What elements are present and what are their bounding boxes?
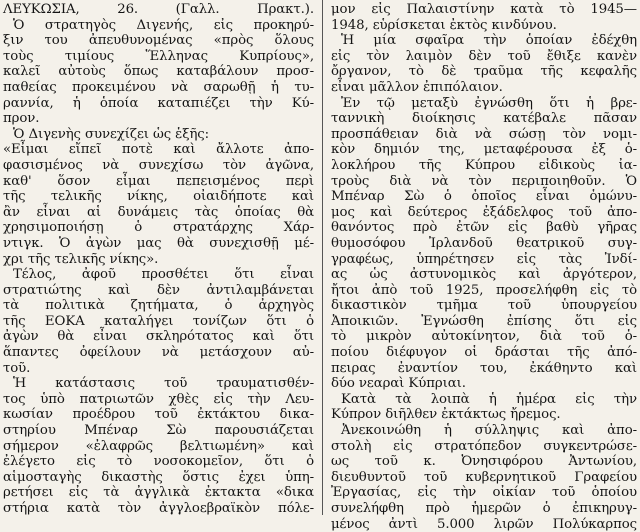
text-line: προν.	[3, 111, 40, 127]
text-line: ὄργανον, τὸ δὲ τραῦμα τῆς κεφαλῆς	[331, 64, 637, 80]
text-line: μένος ἀντὶ 5.000 λιρῶν Πολύκαρπος	[331, 516, 637, 532]
text-line: Τέλος, ἀφοῦ προσθέτει ὅτι εἶναι	[13, 267, 314, 283]
text-line: Μπέναρ Σὼ ὁ ὁποῖος εἶναι ὁμώνυ-	[331, 189, 637, 205]
text-line: τοὺς τιμίους Ἕλληνας Κυπρίους»,	[3, 48, 314, 64]
text-line: ραννία, ἡ ὁποία καταπιέζει τὴν Κύ-	[3, 95, 314, 111]
text-line: ἀγὼν θὰ εἶναι σκληρότατος καὶ ὅτι	[3, 329, 314, 345]
text-line: στολὴ εἰς στρατόπεδον συγκεντρώσε-	[331, 438, 637, 454]
text-line: ποίου διέφυγον οἱ δράσται τῆς ἀπό-	[331, 345, 637, 361]
text-line: Ἐν τῷ μεταξὺ ἐγνώσθη ὅτι ἡ βρε-	[341, 95, 637, 111]
text-line: διευθυντοῦ τοῦ κυβερνητικοῦ Γραφείου	[331, 469, 637, 485]
text-line: γραφέως, ὑπηρέτησεν εἰς τὰς Ἰνδί-	[331, 251, 637, 267]
text-line: ας ὡς ἀστυνομικὸς καὶ ἀργότερον,	[331, 267, 637, 283]
text-line: τὰ πολιτικὰ ζητήματα, ὁ ἀρχηγὸς	[3, 298, 314, 314]
text-line: ως τοῦ κ. Ὀνησιφόρου Ἀντωνίου,	[331, 454, 637, 470]
text-line: Κατὰ τὰ λοιπὰ ἡ ἡμέρα εἰς τὴν	[341, 391, 637, 407]
dateline: ΛΕΥΚΩΣΙΑ, 26. (Γαλλ. Πρακτ.).	[3, 2, 314, 17]
text-line: στρατιώτης καὶ δὲν ἀντιλαμβάνεται	[3, 282, 314, 298]
text-line: Ὁ στρατηγὸς Διγενής, εἰς προκηρύ-	[13, 17, 314, 33]
text-line: τῆς τελικῆς νίκης, οἰαιδήποτε καὶ	[3, 189, 314, 205]
text-line: καλεῖ αὐτοὺς ὅπως καταβάλουν προσ-	[3, 64, 314, 80]
text-line: ἅπαντες ὀφείλουν νὰ μετάσχουν αὐ-	[3, 345, 314, 361]
text-line: μος καὶ δεύτερος ἐξάδελφος τοῦ ἀπο-	[331, 204, 637, 220]
text-line: πειρας ἐναντίον του, ἐκάθηντο καὶ	[331, 360, 637, 376]
text-line: εἶναι μᾶλλον ἐπιπόλαιον.	[331, 79, 503, 95]
text-line: ρετήσει εἰς τὰ ἀγγλικὰ ἐκτακτα «δικα	[3, 485, 314, 501]
right-column	[331, 2, 637, 532]
text-line: τοῦ.	[3, 360, 31, 376]
text-line: Ἡ μία σφαῖρα τὴν ὁποίαν ἐδέχθη	[341, 33, 637, 49]
text-line: δικαστικὸν τμῆμα τοῦ ὑπουργείου	[331, 298, 637, 314]
text-line: σήμερον «ἐλαφρῶς βελτιωμένη» καὶ	[3, 438, 314, 454]
text-line: 1948, εὑρίσκεται ἐκτὸς κινδύνου.	[331, 17, 557, 33]
text-line: Ἐργασίας, εἰς τὴν οἰκίαν τοῦ ὁποίου	[331, 485, 637, 501]
text-line: ντιγκ. Ὁ ἀγὼν μας θὰ συνεχισθῇ μέ-	[3, 235, 314, 251]
text-line: φασισμένος νὰ συνεχίσω τὸν ἀγῶνα,	[3, 157, 314, 173]
text-line: θυμοσόφου Ἰρλανδοῦ θεατρικοῦ συγ-	[331, 235, 637, 251]
text-line: παθείας προκειμένου νὰ σαρωθῇ ἡ τυ-	[3, 79, 314, 95]
text-line: τος ὑπὸ πατριωτῶν χθὲς εἰς τὴν Λευ-	[3, 391, 314, 407]
text-line: στήρια κατὰ τὸν ἀγγλοεβραϊκὸν πόλε-	[3, 501, 314, 516]
text-line: στηρίου Μπέναρ Σὼ παρουσιάζεται	[3, 423, 314, 439]
text-line: ταννικὴ διοίκησις κατέβαλε πᾶσαν	[331, 111, 637, 127]
text-line: ἂν εἶναι αἱ δυνάμεις τὰς ὁποίας θὰ	[3, 204, 314, 220]
left-column	[3, 2, 314, 515]
text-line: κὸν δημιόν της, μεταφέρουσα ἐξ ὁ-	[331, 142, 637, 158]
text-line: λοκλήρου τῆς Κύπρου εἰδικοὺς ἰα-	[331, 157, 637, 173]
text-line: προσπάθειαν διὰ νὰ σώσῃ τὸν νομι-	[331, 126, 637, 142]
text-line: δύο νεαραὶ Κύπριαι.	[331, 376, 466, 392]
text-line: ξιν του ἀπευθυνομένας «πρὸς ὅλους	[3, 33, 314, 49]
text-line: τροὺς διὰ νὰ τὸν περιποιηθοῦν. Ὁ	[331, 173, 637, 189]
text-line: αἱμοσταγὴς δικαστὴς ὅστις ἐχει ὑπη-	[3, 469, 314, 485]
text-line: Ἀνεκοινώθη ἡ σύλληψις καὶ ἀπο-	[341, 423, 637, 439]
text-line: Ἀποικιῶν. Ἐγνώσθη ἐπίσης ὅτι εἰς	[331, 313, 637, 329]
text-line: χρησιμοποιήσῃ ὁ στρατάρχης Χάρ-	[3, 220, 314, 236]
text-line: ἐλέγετο εἰς τὸ νοσοκομεῖον, ὅτι ὁ	[3, 454, 314, 470]
text-line: χρι τῆς τελικῆς νίκης».	[3, 251, 159, 267]
text-line: συνελήφθη πρὸ ἡμερῶν ὁ ἐπικηρυγ-	[331, 501, 637, 516]
text-line: Ὁ Διγενὴς συνεχίζει ὡς ἑξῆς:	[13, 126, 210, 142]
text-line: εἰς τὸν λαιμὸν δὲν τοῦ ἔθιξε κανὲν	[331, 48, 637, 64]
text-line: μον εἰς Παλαιστίνην κατὰ τὸ 1945—	[331, 2, 637, 17]
text-line: κωσίαν προέδρου τοῦ ἐκτάκτου δικα-	[3, 407, 314, 423]
text-line: τῆς ΕΟΚΑ καταλήγει τονίζων ὅτι ὁ	[3, 313, 314, 329]
text-line: τὸ μικρὸν αὐτοκίνητον, διὰ τοῦ ὁ-	[331, 329, 637, 345]
text-line: Κύπρον διῆλθεν ἐκτάκτως ἤρεμος.	[331, 407, 561, 423]
text-line: ἤτοι ἀπὸ τοῦ 1925, προσελήφθη εἰς τὸ	[331, 282, 637, 298]
text-line: καθ' ὅσον εἶμαι πεπεισμένος περὶ	[3, 173, 314, 189]
text-line: Ἡ κατάστασις τοῦ τραυματισθέν-	[13, 376, 314, 392]
column-divider	[322, 0, 323, 515]
text-line: «Εἶμαι εἴπεῖ ποτὲ καὶ ἄλλοτε ἀπο-	[3, 142, 314, 158]
text-line: θανόντος πρὸ ἐτῶν εἰς βαθὺ γῆρας	[331, 220, 637, 236]
